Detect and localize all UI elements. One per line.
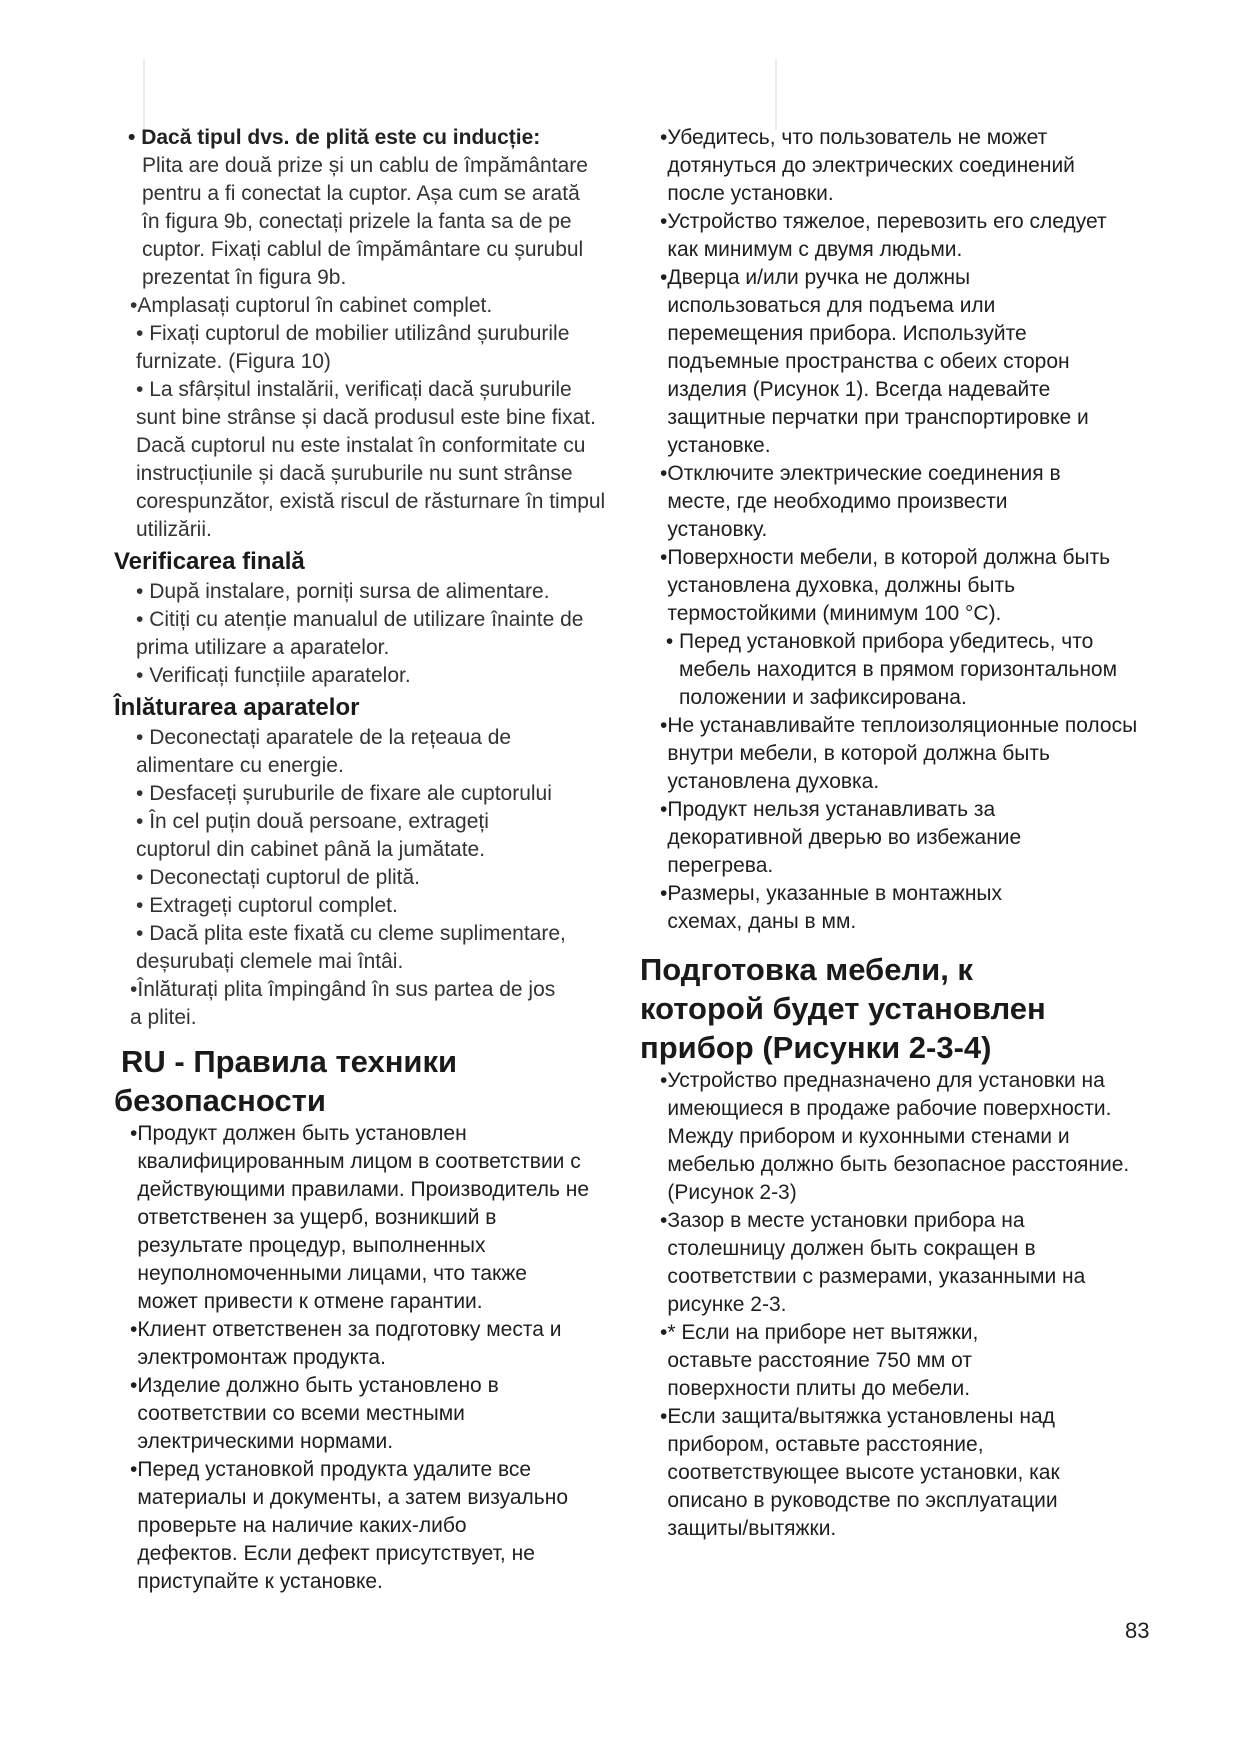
page-number: 83 bbox=[1125, 1618, 1150, 1643]
bullet: • bbox=[136, 664, 150, 687]
list-item-text: Dacă plita este fixată cu cleme suplimentare, deșurubați clemele mai întâi. bbox=[136, 922, 566, 973]
bullet: • bbox=[130, 294, 138, 317]
bullet: • bbox=[660, 630, 680, 653]
section-heading: Verificarea finală bbox=[114, 548, 305, 575]
list-item bbox=[114, 892, 606, 920]
section-heading: Înlăturarea aparatelor bbox=[114, 694, 360, 721]
list-item-text: Plita are două prize și un cablu de împământare pentru a fi conectat la cuptor. Așa cum se arată în figura 9b, conectați prizele la fanta sa de pe cuptor. Fixați cablul de împământare cu șurubul prezentat în figura 9b. bbox=[142, 154, 588, 289]
list-item bbox=[114, 1456, 570, 1596]
bullet: • bbox=[660, 1069, 668, 1092]
list-item bbox=[640, 880, 1080, 936]
list-item bbox=[640, 1319, 1060, 1403]
scan-artifact bbox=[775, 60, 777, 130]
list-item-text: După instalare, porniți sursa de alimentare. bbox=[149, 580, 550, 603]
list-item bbox=[114, 780, 616, 808]
bullet: • bbox=[136, 782, 150, 805]
bullet: • bbox=[136, 580, 150, 603]
list-item-text: * Если на приборе нет вытяжки, оставьте расстояние 750 мм от поверхности плиты до мебели. bbox=[667, 1321, 979, 1400]
list-item bbox=[640, 1403, 1090, 1543]
bullet: • bbox=[660, 714, 668, 737]
bullet: • bbox=[130, 1458, 138, 1481]
list-item-text: Поверхности мебели, в которой должна быть установлена духовка, должны быть термостойкими (минимум 100 °C). bbox=[667, 546, 1111, 625]
list-item bbox=[640, 124, 1100, 208]
list-item bbox=[114, 724, 556, 780]
bullet: • bbox=[136, 378, 150, 401]
list-item bbox=[640, 1207, 1140, 1319]
list-item bbox=[640, 628, 1140, 712]
list-item-text: Устройство тяжелое, перевозить его следует как минимум с двумя людьми. bbox=[667, 210, 1107, 261]
list-heading: • Dacă tipul dvs. de plită este cu inducție: bbox=[128, 126, 541, 149]
bullet: • bbox=[136, 922, 150, 945]
list-item bbox=[114, 1120, 590, 1316]
bullet: • bbox=[660, 798, 668, 821]
list-item-text: Устройство предназначено для установки на имеющиеся в продаже рабочие поверхности. Между прибором и кухонными стенами и мебелью должно быть безопасное расстояние. (Рисунок 2-3) bbox=[667, 1069, 1130, 1204]
list-item-text: Перед установкой продукта удалите все материалы и документы, а затем визуально проверьте на наличие каких-либо дефектов. Если дефект присутствует, не приступайте к установке. bbox=[137, 1458, 569, 1593]
bullet: • bbox=[136, 894, 150, 917]
list-item-text: Citiți cu atenție manualul de utilizare înainte de prima utilizare a aparatelor. bbox=[136, 608, 584, 659]
bullet: • bbox=[136, 608, 150, 631]
list-item bbox=[114, 124, 614, 292]
list-item-text: Desfaceți șuruburile de fixare ale cuptorului bbox=[149, 782, 552, 805]
list-item-text: Fixați cuptorul de mobilier utilizând șuruburile furnizate. (Figura 10) bbox=[136, 322, 570, 373]
bullet: • bbox=[660, 882, 668, 905]
bullet: • bbox=[136, 726, 150, 749]
bullet: • bbox=[136, 866, 150, 889]
list-item bbox=[640, 796, 1090, 880]
list-item-text: Amplasați cuptorul în cabinet complet. bbox=[137, 294, 493, 317]
list-item bbox=[640, 208, 1140, 264]
section-title: прибор (Рисунки 2-3-4) bbox=[640, 1030, 992, 1065]
list-item-text: Клиент ответственен за подготовку места и электромонтаж продукта. bbox=[137, 1318, 562, 1369]
bullet: • bbox=[660, 462, 668, 485]
section-title: RU - Правила техники bbox=[121, 1044, 458, 1079]
list-item-text: Размеры, указанные в монтажных схемах, даны в мм. bbox=[667, 882, 1003, 933]
left-column bbox=[114, 124, 614, 1596]
bullet: • bbox=[130, 978, 138, 1001]
list-item-text: Verificați funcțiile aparatelor. bbox=[149, 664, 411, 687]
list-item-text: Зазор в месте установки прибора на столешницу должен быть сокращен в соответствии с размерами, указанными на рисунке 2-3. bbox=[667, 1209, 1086, 1316]
list-item bbox=[114, 808, 546, 864]
list-item bbox=[640, 544, 1140, 628]
section-title: Подготовка мебели, к bbox=[640, 952, 973, 987]
list-item bbox=[114, 578, 606, 606]
list-item-text: Продукт нельзя устанавливать за декоративной дверью во избежание перегрева. bbox=[667, 798, 1022, 877]
list-item-text: Deconectați cuptorul de plită. bbox=[149, 866, 421, 889]
bullet: • bbox=[660, 210, 668, 233]
list-item bbox=[114, 920, 586, 976]
list-item bbox=[114, 292, 614, 320]
list-item-text: Перед установкой прибора убедитесь, что мебель находится в прямом горизонтальном положении и зафиксирована. bbox=[679, 630, 1118, 709]
bullet: • bbox=[660, 126, 668, 149]
bullet: • bbox=[136, 810, 150, 833]
list-item bbox=[114, 976, 570, 1032]
bullet: • bbox=[130, 1122, 138, 1145]
list-item bbox=[114, 1372, 570, 1456]
list-item-text: În cel puțin două persoane, extrageți cuptorul din cabinet până la jumătate. bbox=[136, 810, 489, 861]
list-item-text: Înlăturați plita împingând în sus partea de jos a plitei. bbox=[130, 978, 556, 1029]
list-item bbox=[114, 376, 606, 544]
bullet: • bbox=[660, 1321, 668, 1344]
list-item bbox=[114, 320, 576, 376]
list-item-text: La sfârșitul instalării, verificați dacă șuruburile sunt bine strânse și dacă produsul este bine fixat. Dacă cuptorul nu este instalat în conformitate cu instrucțiunile și dacă șuruburile nu sunt strânse corespunzător, există riscul de răsturnare în timpul utilizării. bbox=[136, 378, 606, 541]
list-item-text: Отключите электрические соединения в месте, где необходимо произвести установку. bbox=[667, 462, 1061, 541]
list-item-text: Убедитесь, что пользователь не может дотянуться до электрических соединений после установки. bbox=[667, 126, 1075, 205]
list-item bbox=[114, 606, 606, 662]
list-item-text: Если защита/вытяжка установлены над прибором, оставьте расстояние, соответствующее высоте установки, как описано в руководстве по эксплуатации защиты/вытяжки. bbox=[667, 1405, 1060, 1540]
list-item-text: Дверца и/или ручка не должны использоваться для подъема или перемещения прибора. Используйте подъемные пространства с обеих сторон изделия (Рисунок 1). Всегда надевайте защитные перчатки при транспортировке и установке. bbox=[667, 266, 1089, 457]
bullet: • bbox=[130, 1318, 138, 1341]
bullet: • bbox=[660, 1405, 668, 1428]
bullet: • bbox=[136, 322, 150, 345]
list-item bbox=[640, 264, 1110, 460]
bullet: • bbox=[660, 1209, 668, 1232]
section-title: безопасности bbox=[114, 1083, 326, 1118]
bullet: • bbox=[660, 266, 668, 289]
bullet: • bbox=[130, 1374, 138, 1397]
right-column bbox=[640, 124, 1140, 1543]
list-item bbox=[640, 460, 1110, 544]
list-item bbox=[114, 1316, 570, 1372]
scan-artifact bbox=[143, 60, 145, 130]
bullet: • bbox=[660, 546, 668, 569]
list-item bbox=[640, 1067, 1140, 1207]
list-item bbox=[640, 712, 1140, 796]
list-item-text: Не устанавливайте теплоизоляционные полосы внутри мебели, в которой должна быть установлена духовка. bbox=[667, 714, 1138, 793]
list-item-text: Deconectați aparatele de la rețeaua de alimentare cu energie. bbox=[136, 726, 512, 777]
list-item-text: Extrageți cuptorul complet. bbox=[149, 894, 398, 917]
list-item bbox=[114, 864, 606, 892]
list-item-text: Продукт должен быть установлен квалифицированным лицом в соответствии с действующими правилами. Производитель не ответственен за ущерб, возникший в результате процедур, выполненных неуполномоченными лицами, что также может привести к отмене гарантии. bbox=[137, 1122, 590, 1313]
section-title: которой будет установлен bbox=[640, 991, 1046, 1026]
list-item-text: Изделие должно быть установлено в соответствии со всеми местными электрическими нормами. bbox=[137, 1374, 499, 1453]
list-item bbox=[114, 662, 606, 690]
